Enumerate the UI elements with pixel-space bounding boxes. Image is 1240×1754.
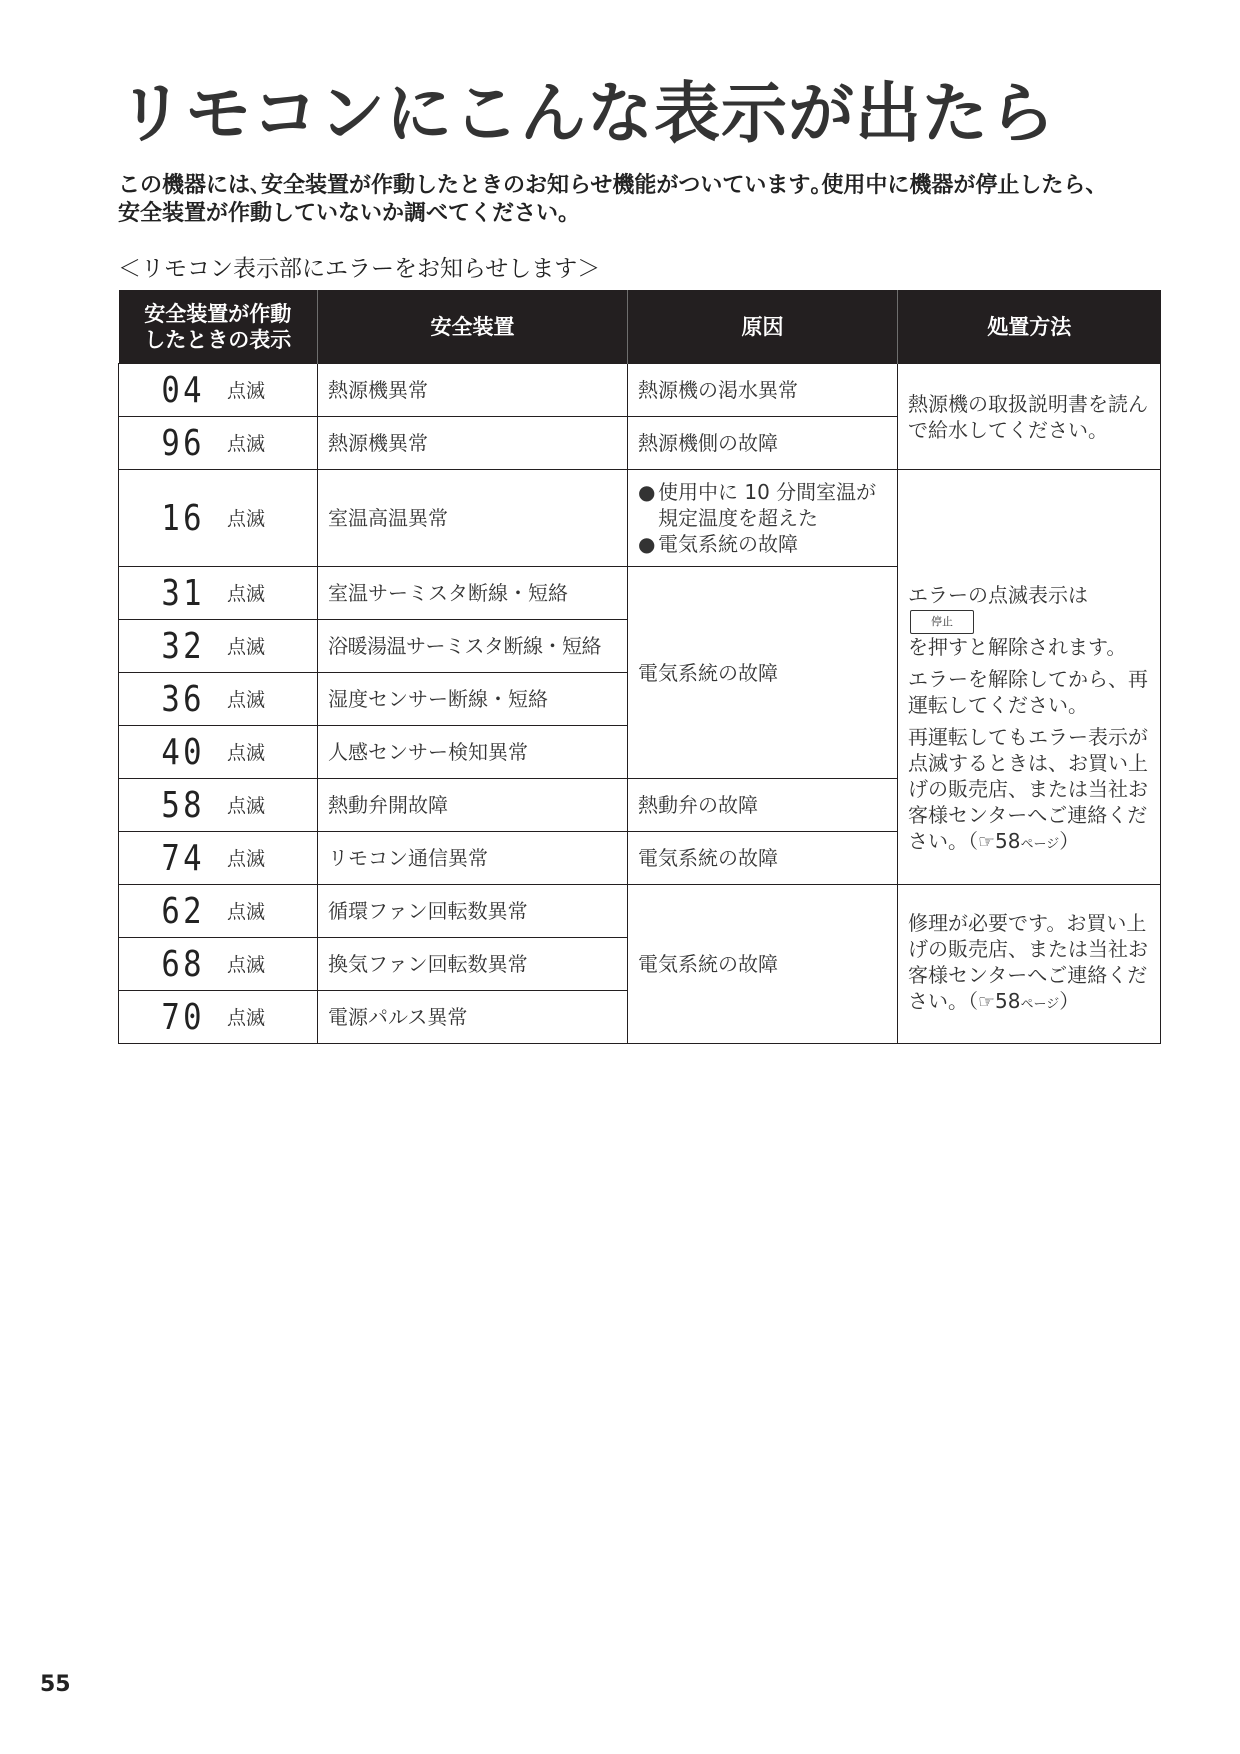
blink-label: 点滅: [227, 1006, 266, 1029]
blink-label: 点滅: [227, 794, 266, 817]
blink-label: 点滅: [227, 847, 266, 870]
cause-cell: 熱源機の渇水異常: [628, 364, 898, 417]
header-cause: 原因: [628, 290, 898, 364]
remedy-cell: [898, 470, 1161, 885]
intro-line-1: この機器には､安全装置が作動したときのお知らせ機能がついています｡使用中に機器が停止したら、: [118, 173, 1108, 198]
blink-label: 点滅: [227, 953, 266, 976]
table-row: [119, 470, 1161, 567]
error-display-cell: [119, 832, 318, 885]
bullet-icon: ●: [638, 532, 656, 556]
error-code: 58: [161, 784, 205, 826]
error-display-cell: [119, 779, 318, 832]
bullet-icon: ●: [638, 480, 656, 504]
blink-label: 点滅: [227, 741, 266, 764]
device-cell: 室温高温異常: [318, 470, 628, 567]
cause-cell: 電気系統の故障: [628, 567, 898, 779]
remedy-contact-text: 再運転してもエラー表示が点滅するときは、お買い上げの販売店、または当社お客様センターへご連絡ください。（☞58ページ）: [908, 725, 1148, 854]
device-cell: 熱源機異常: [318, 417, 628, 470]
error-display-cell: [119, 726, 318, 779]
device-cell: 湿度センサー断線・短絡: [318, 673, 628, 726]
device-cell: 熱源機異常: [318, 364, 628, 417]
remedy-cell: 修理が必要です。お買い上げの販売店、または当社お客様センターへご連絡ください。（☞58ページ）: [898, 885, 1161, 1044]
page-title: リモコンにこんな表示が出たら: [118, 75, 1056, 152]
remedy-reset-text: エラーの点滅表示は停止 を押すと解除されます。: [908, 582, 1127, 660]
error-display-cell: [119, 567, 318, 620]
error-display-cell: [119, 470, 318, 567]
section-subheading: ＜リモコン表示部にエラーをお知らせします＞: [118, 256, 601, 282]
ref-page-unit: ページ: [1020, 837, 1060, 853]
error-code: 04: [161, 369, 205, 411]
blink-label: 点滅: [227, 688, 266, 711]
intro-line-2: 安全装置が作動していないか調べてください。: [118, 201, 581, 226]
blink-label: 点滅: [227, 582, 266, 605]
ref-page-unit: ページ: [1020, 997, 1060, 1012]
error-code-table: [118, 290, 1161, 1044]
error-display-cell: [119, 417, 318, 470]
device-cell: リモコン通信異常: [318, 832, 628, 885]
error-display-cell: [119, 938, 318, 991]
device-cell: 浴暖湯温サーミスタ断線・短絡: [318, 620, 628, 673]
error-code: 32: [161, 625, 205, 667]
cause-cell: [628, 470, 898, 567]
ref-page: 58: [995, 829, 1021, 854]
remedy-restart-text: エラーを解除してから、再運転してください。: [908, 667, 1148, 718]
cause-bullet: ● 使用中に 10 分間室温が 規定温度を超えた: [638, 480, 877, 530]
header-device: 安全装置: [318, 290, 628, 364]
blink-label: 点滅: [227, 432, 266, 455]
cause-cell: 電気系統の故障: [628, 832, 898, 885]
device-cell: 室温サーミスタ断線・短絡: [318, 567, 628, 620]
table-row: [119, 364, 1161, 417]
device-cell: 換気ファン回転数異常: [318, 938, 628, 991]
ref-page: 58: [995, 989, 1021, 1013]
error-code: 70: [161, 996, 205, 1038]
blink-label: 点滅: [227, 900, 266, 923]
device-cell: 電源パルス異常: [318, 991, 628, 1044]
error-code: 62: [161, 890, 205, 932]
cause-cell: 熱源機側の故障: [628, 417, 898, 470]
stop-button-icon: 停止: [910, 610, 974, 634]
device-cell: 循環ファン回転数異常: [318, 885, 628, 938]
error-code: 96: [161, 422, 205, 464]
pointing-hand-icon: ☞: [978, 991, 996, 1013]
error-code: 40: [161, 731, 205, 773]
header-display: 安全装置が作動 したときの表示: [119, 290, 318, 364]
device-cell: 熱動弁開故障: [318, 779, 628, 832]
blink-label: 点滅: [227, 635, 266, 658]
error-code: 31: [161, 572, 205, 614]
device-cell: 人感センサー検知異常: [318, 726, 628, 779]
error-display-cell: [119, 620, 318, 673]
error-code: 16: [161, 497, 205, 539]
intro-text: [118, 172, 1178, 228]
cause-cell: 熱動弁の故障: [628, 779, 898, 832]
blink-label: 点滅: [227, 379, 266, 402]
table-header-row: [119, 290, 1161, 364]
blink-label: 点滅: [227, 507, 266, 530]
header-remedy: 処置方法: [898, 290, 1161, 364]
error-display-cell: [119, 885, 318, 938]
cause-bullet: ● 電気系統の故障: [638, 532, 798, 556]
page-number: 55: [40, 1672, 71, 1697]
error-display-cell: [119, 364, 318, 417]
error-display-cell: [119, 673, 318, 726]
cause-cell: 電気系統の故障: [628, 885, 898, 1044]
table-row: [119, 885, 1161, 938]
remedy-cell: 熱源機の取扱説明書を読んで給水してください。: [898, 364, 1161, 470]
error-code: 36: [161, 678, 205, 720]
pointing-hand-icon: ☞: [978, 831, 996, 854]
error-code: 74: [161, 837, 205, 879]
error-display-cell: [119, 991, 318, 1044]
error-code: 68: [161, 943, 205, 985]
